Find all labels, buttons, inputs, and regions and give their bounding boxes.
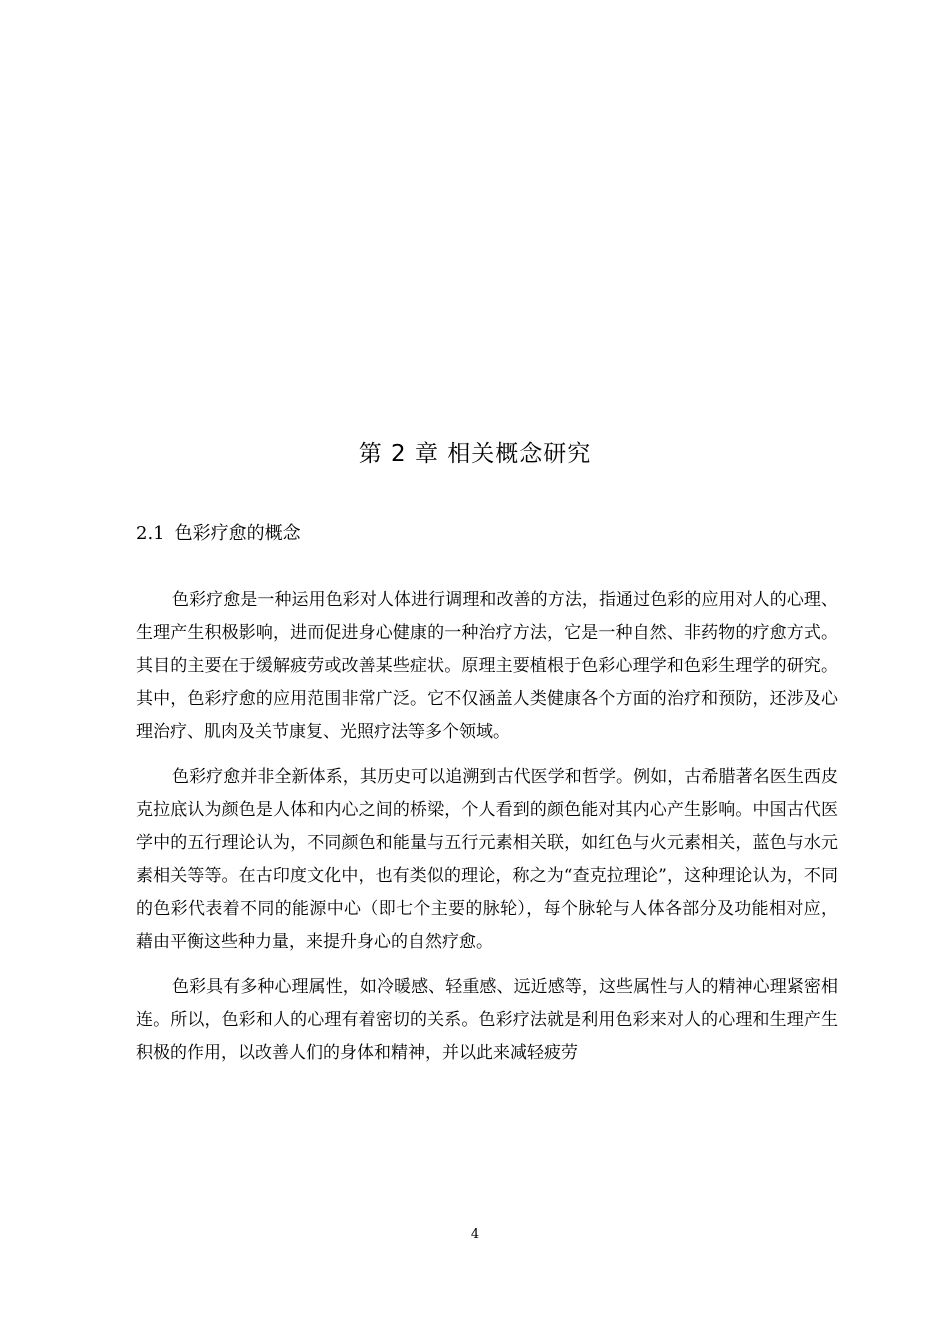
paragraph: 色彩疗愈是一种运用色彩对人体进行调理和改善的方法，指通过色彩的应用对人的心理、生理产生积极影响，进而促进身心健康的一种治疗方法，它是一种自然、非药物的疗愈方式。其目的主要在于缓解疲劳或改善某些症状。原理主要植根于色彩心理学和色彩生理学的研究。其中，色彩疗愈的应用范围非常广泛。它不仅涵盖人类健康各个方面的治疗和预防，还涉及心理治疗、肌肉及关节康复、光照疗法等多个领域。 [136, 590, 838, 742]
section-heading [136, 520, 301, 548]
page-number: 4 [470, 1227, 480, 1242]
section-number: 2.1 [136, 523, 165, 544]
section-title: 色彩疗愈的概念 [174, 523, 301, 544]
chapter-title: 第 2 章 相关概念研究 [358, 441, 592, 467]
body-text [136, 584, 838, 1082]
paragraph: 色彩具有多种心理属性，如冷暖感、轻重感、远近感等，这些属性与人的精神心理紧密相连。所以，色彩和人的心理有着密切的关系。色彩疗法就是利用色彩来对人的心理和生理产生积极的作用，以改善人们的身体和精神，并以此来减轻疲劳 [136, 977, 838, 1063]
paragraph: 色彩疗愈并非全新体系，其历史可以追溯到古代医学和哲学。例如，古希腊著名医生西皮克拉底认为颜色是人体和内心之间的桥梁，个人看到的颜色能对其内心产生影响。中国古代医学中的五行理论认为，不同颜色和能量与五行元素相关联，如红色与火元素相关，蓝色与水元素相关等等。在古印度文化中，也有类似的理论，称之为“查克拉理论”，这种理论认为，不同的色彩代表着不同的能源中心（即七个主要的脉轮），每个脉轮与人体各部分及功能相对应，藉由平衡这些种力量，来提升身心的自然疗愈。 [136, 767, 838, 952]
